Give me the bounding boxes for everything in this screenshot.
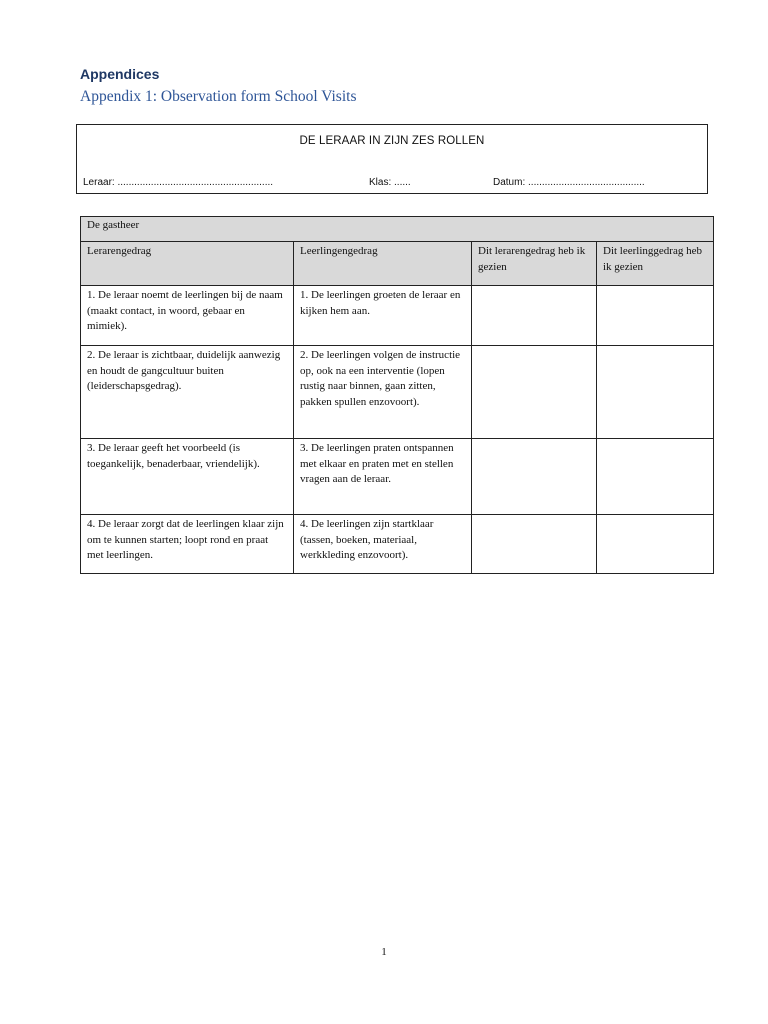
klas-field[interactable]: Klas: ...... [369, 177, 411, 188]
column-header: Leerlingengedrag [294, 242, 472, 286]
appendices-heading: Appendices [80, 66, 160, 82]
appendix-title: Appendix 1: Observation form School Visits [80, 88, 357, 105]
seen-student-cell[interactable] [597, 286, 714, 346]
datum-field[interactable]: Datum: .......................................... [493, 177, 645, 188]
student-behaviour-cell: 2. De leerlingen volgen de instructie op, ook na een interventie (lopen rustig naar binnen, gaan zitten, pakken spullen enzovoort). [294, 346, 472, 439]
student-behaviour-cell: 1. De leerlingen groeten de leraar en kijken hem aan. [294, 286, 472, 346]
seen-teacher-cell[interactable] [472, 346, 597, 439]
table-row [81, 439, 714, 515]
column-header: Lerarengedrag [81, 242, 294, 286]
student-behaviour-cell: 4. De leerlingen zijn startklaar (tassen, boeken, materiaal, werkkleding enzovoort). [294, 515, 472, 574]
column-header: Dit leerlinggedrag heb ik gezien [597, 242, 714, 286]
table-row [81, 286, 714, 346]
seen-student-cell[interactable] [597, 515, 714, 574]
teacher-behaviour-cell: 4. De leraar zorgt dat de leerlingen klaar zijn om te kunnen starten; loopt rond en praat met leerlingen. [81, 515, 294, 574]
observation-table [80, 216, 714, 574]
form-header-box [76, 124, 708, 194]
teacher-behaviour-cell: 2. De leraar is zichtbaar, duidelijk aanwezig en houdt de gangcultuur buiten (leiderschapsgedrag). [81, 346, 294, 439]
teacher-behaviour-cell: 1. De leraar noemt de leerlingen bij de naam (maakt contact, in woord, gebaar en mimiek). [81, 286, 294, 346]
seen-teacher-cell[interactable] [472, 515, 597, 574]
section-title: De gastheer [81, 217, 714, 242]
form-title: DE LERAAR IN ZIJN ZES ROLLEN [299, 135, 485, 147]
column-header: Dit lerarengedrag heb ik gezien [472, 242, 597, 286]
student-behaviour-cell: 3. De leerlingen praten ontspannen met elkaar en praten met en stellen vragen aan de leraar. [294, 439, 472, 515]
page-number: 1 [381, 946, 387, 958]
seen-teacher-cell[interactable] [472, 286, 597, 346]
seen-student-cell[interactable] [597, 346, 714, 439]
leraar-field[interactable]: Leraar: ........................................................ [83, 177, 274, 188]
seen-teacher-cell[interactable] [472, 439, 597, 515]
table-row [81, 515, 714, 574]
seen-student-cell[interactable] [597, 439, 714, 515]
teacher-behaviour-cell: 3. De leraar geeft het voorbeeld (is toegankelijk, benaderbaar, vriendelijk). [81, 439, 294, 515]
section-row [81, 217, 714, 242]
column-header-row [81, 242, 714, 286]
table-row [81, 346, 714, 439]
